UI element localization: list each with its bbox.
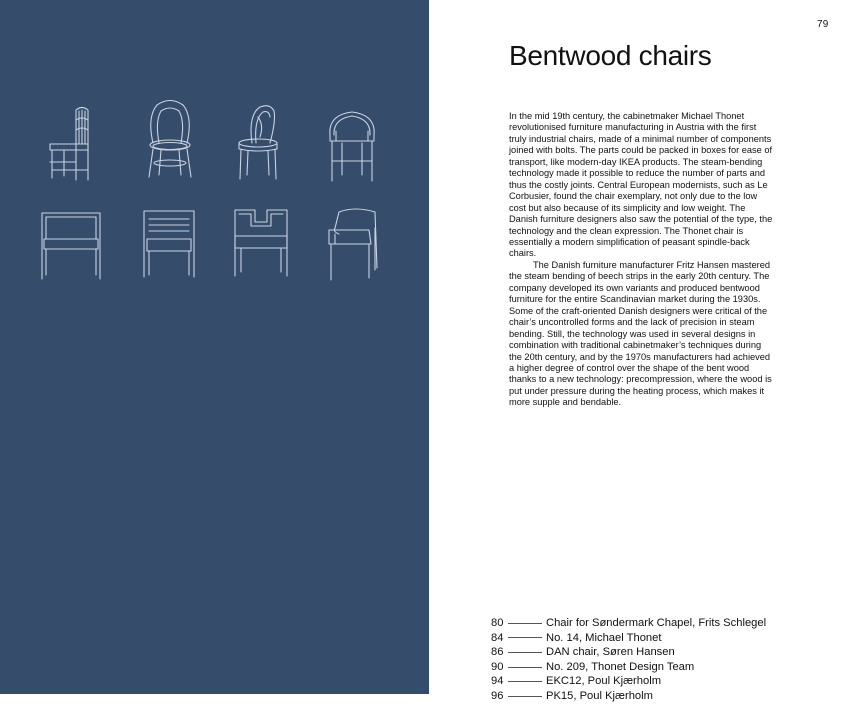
- toc-label: No. 14, Michael Thonet: [546, 631, 662, 644]
- body-text: [509, 111, 774, 409]
- toc-entry[interactable]: [491, 616, 766, 631]
- chair-square-frame-icon: [38, 209, 104, 281]
- illustration-panel: [0, 0, 429, 694]
- toc-entry[interactable]: [491, 631, 766, 646]
- toc-page-number: 90: [491, 660, 504, 673]
- toc-leader-line: [508, 623, 542, 624]
- table-of-contents: [491, 616, 766, 704]
- toc-page-number: 96: [491, 689, 504, 702]
- toc-entry[interactable]: [491, 645, 766, 660]
- chair-slatted-back-icon: [141, 209, 197, 279]
- chair-bentwood-armchair-icon: [325, 208, 381, 284]
- toc-leader-line: [508, 696, 542, 697]
- text-page: [429, 0, 857, 702]
- toc-page-number: 94: [491, 675, 504, 688]
- toc-entry[interactable]: [491, 689, 766, 704]
- paragraph: The Danish furniture manufacturer Fritz Hansen mastered the steam bending of beech strips in the early 20th century. The company developed its own variants and produced bentwood furniture for the entire Scandinavian market during the 1930s. Some of the craft-oriented Danish designers were critical of the chair’s uncontrolled forms and the lack of precision in steam bending. Still, the technology was used in several designs in combination with traditional cabinetmaker’s techniques during the 20th century, and by the 1970s manufacturers had achieved a higher degree of control over the shape of the bent wood thanks to a new technology: precompression, where the wood is put under pressure during the heating process, which makes it more supple and bendable.: [509, 259, 772, 408]
- toc-label: EKC12, Poul Kjærholm: [546, 675, 662, 688]
- toc-leader-line: [508, 681, 542, 682]
- toc-page-number: 86: [491, 646, 504, 659]
- toc-label: No. 209, Thonet Design Team: [546, 660, 695, 673]
- chair-bentwood-round-icon: [236, 103, 282, 181]
- toc-entry[interactable]: [491, 674, 766, 689]
- chair-slot-back-icon: [231, 208, 291, 278]
- toc-leader-line: [508, 637, 542, 638]
- page-number: 79: [817, 19, 829, 30]
- chair-armchair-209-icon: [326, 109, 378, 183]
- toc-leader-line: [508, 652, 542, 653]
- page-title: Bentwood chairs: [509, 40, 712, 71]
- toc-label: PK15, Poul Kjærholm: [546, 689, 653, 702]
- paragraph: In the mid 19th century, the cabinetmaker Michael Thonet revolutionised furniture manufacturing in Austria with the first truly industrial chairs, made of a minimal number of components joined with bolts. The parts could be packed in boxes for ease of transport, like modern-day IKEA products. The steam-bending technology made it possible to reduce the number of parts and thus the costly joints. Central European modernists, such as Le Corbusier, found the chair exemplary, not only due to the low cost but also because of its simplicity and low weight. The Danish furniture designers also saw the potential of the type, the technology and the clean expression. The Thonet chair is essentially a modern simplification of peasant spindle-back chairs.: [509, 111, 773, 259]
- toc-label: DAN chair, Søren Hansen: [546, 646, 675, 659]
- chair-thonet-14-icon: [145, 99, 195, 181]
- toc-entry[interactable]: [491, 660, 766, 675]
- chair-ladderback-icon: [46, 104, 96, 182]
- toc-page-number: 84: [491, 631, 504, 644]
- toc-page-number: 80: [491, 617, 504, 629]
- toc-leader-line: [508, 667, 542, 668]
- toc-label: Chair for Søndermark Chapel, Frits Schlegel: [546, 617, 767, 629]
